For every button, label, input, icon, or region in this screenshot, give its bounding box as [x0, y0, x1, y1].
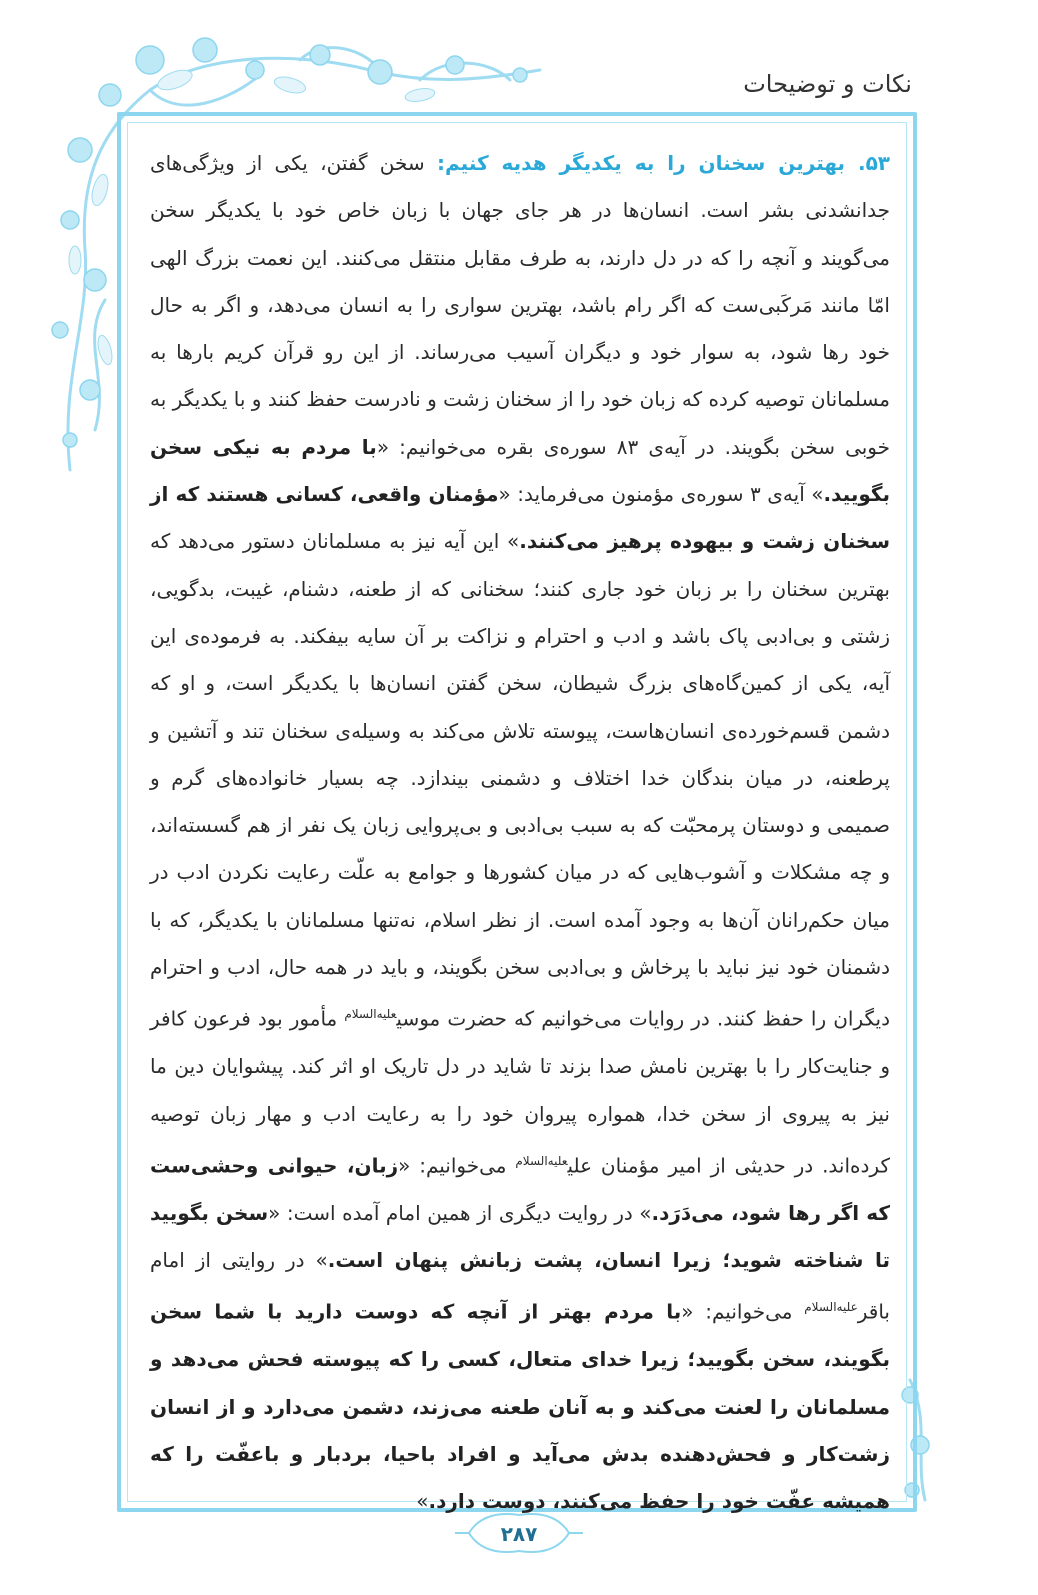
- text-run: مأمور بود فرعون کافر و جنایت‌کار را با بهترین نامش صدا بزند تا شاید در دل تاریک او اثر کند. پیشوایان دین ما نیز به پیروی از سخن خدا، همواره پیروان خود را به رعایت ادب و مهار زبان توصیه کرده‌اند. در حدیثی از امیر مؤمنان علی: [150, 1007, 890, 1178]
- body-text: [150, 140, 890, 1526]
- page-number-badge: [469, 1515, 569, 1553]
- blessing-sign: علیه‌السلام: [515, 1153, 568, 1168]
- text-run: » در روایت دیگری از همین امام آمده است: «: [268, 1200, 652, 1225]
- text-run: سخن گفتن، یکی از ویژگی‌های جدانشدنی بشر است. انسان‌ها در هر جای جهان با زبان خاص خود با یکدیگر سخن می‌گویند و آنچه را که در دل دارند، به طرف مقابل منتقل می‌کنند. این نعمت بزرگ الهی امّا مانند مَرکَبی‌ست که اگر رام باشد، بهترین سواری را به انسان می‌دهد، و اگر به حال خود رها شود، به سوار خود و دیگران آسیب می‌رساند. از این رو قرآن کریم بارها به مسلمانان توصیه کرده که زبان خود را از سخنان زشت و نادرست حفظ کنند و با یکدیگر به خوبی سخن بگویند. در آیه‌ی ۸۳ سوره‌ی بقره می‌خوانیم: «: [150, 151, 891, 459]
- blessing-sign: علیه‌السلام: [804, 1300, 858, 1315]
- paragraph: [150, 140, 890, 1526]
- quote-bold: سخن بگویید تا شناخته شوید؛ زیرا انسان، پشت زبانش پنهان است.: [150, 1200, 890, 1273]
- text-run: می‌خوانیم: «: [681, 1300, 805, 1325]
- quote-bold: زبان، حیوانی وحشی‌ست که اگر رها شود، می‌دَرَد.: [150, 1153, 891, 1225]
- quote-bold: مؤمنان واقعی، کسانی هستند که از سخنان زشت و بیهوده پرهیز می‌کنند.: [150, 482, 890, 554]
- text-run: » در روایتی از امام باقر: [150, 1248, 890, 1325]
- page-number: ۲۸۷: [500, 1522, 538, 1546]
- text-run: » آیه‌ی ۳ سوره‌ی مؤمنون می‌فرماید: «: [498, 482, 824, 507]
- text-run: » این آیه نیز به مسلمانان دستور می‌دهد که بهترین سخنان را بر زبان خود جاری کنند؛ سخنانی که از طعنه، دشنام، غیبت، بدگویی، زشتی و بی‌ادبی پاک باشد و ادب و احترام و نزاکت بر آن سایه بیفکند. به فرموده‌ی این آیه، یکی از کمین‌گاه‌های بزرگ شیطان، سخن گفتن انسان‌ها با یکدیگر است، و او که دشمن قسم‌خورده‌ی انسان‌هاست، پیوسته تلاش می‌کند به وسیله‌ی سخنان تند و آتشین و پرطعنه، در میان بندگان خدا اختلاف و دشمنی بیندازد. چه بسیار خانواده‌های گرم و صمیمی و دوستان پرمحبّت که به سبب بی‌ادبی و بی‌پروایی زبان یک نفر از هم گسسته‌اند، و چه مشکلات و آشوب‌هایی که در میان کشورها و جوامع به علّت رعایت نکردن ادب در میان حکم‌رانان آن‌ها به وجود آمده است. از نظر اسلام، نه‌تنها مسلمانان با یکدیگر، که با دشمنان خود نیز نباید با پرخاش و بی‌ادبی سخن بگویند، و باید در همه حال، ادب و احترام دیگران را حفظ کنند. در روایات می‌خوانیم که حضرت موسی: [150, 529, 890, 1031]
- section-heading: ۵۳. بهترین سخنان را به یکدیگر هدیه کنیم:: [437, 151, 890, 175]
- quote-bold: با مردم به نیکی سخن بگویید.: [150, 434, 891, 507]
- blessing-sign: علیه‌السلام: [344, 1007, 397, 1022]
- text-run: »: [416, 1489, 429, 1514]
- quote-bold: با مردم بهتر از آنچه که دوست دارید با شما سخن بگویند، سخن بگویید؛ زیرا خدای متعال، کسی را که پیوسته فحش می‌دهد و مسلمانان را لعنت می‌کند و به آنان طعنه می‌زند، دشمن می‌دارد و از انسان زشت‌کار و فحش‌دهنده بدش می‌آید و افراد باحیا، بردبار و باعفّت را که همیشه عفّت خود را حفظ می‌کنند، دوست دارد.: [150, 1300, 890, 1514]
- text-run: می‌خوانیم: «: [398, 1153, 516, 1178]
- running-header: نکات و توضیحات: [743, 70, 912, 98]
